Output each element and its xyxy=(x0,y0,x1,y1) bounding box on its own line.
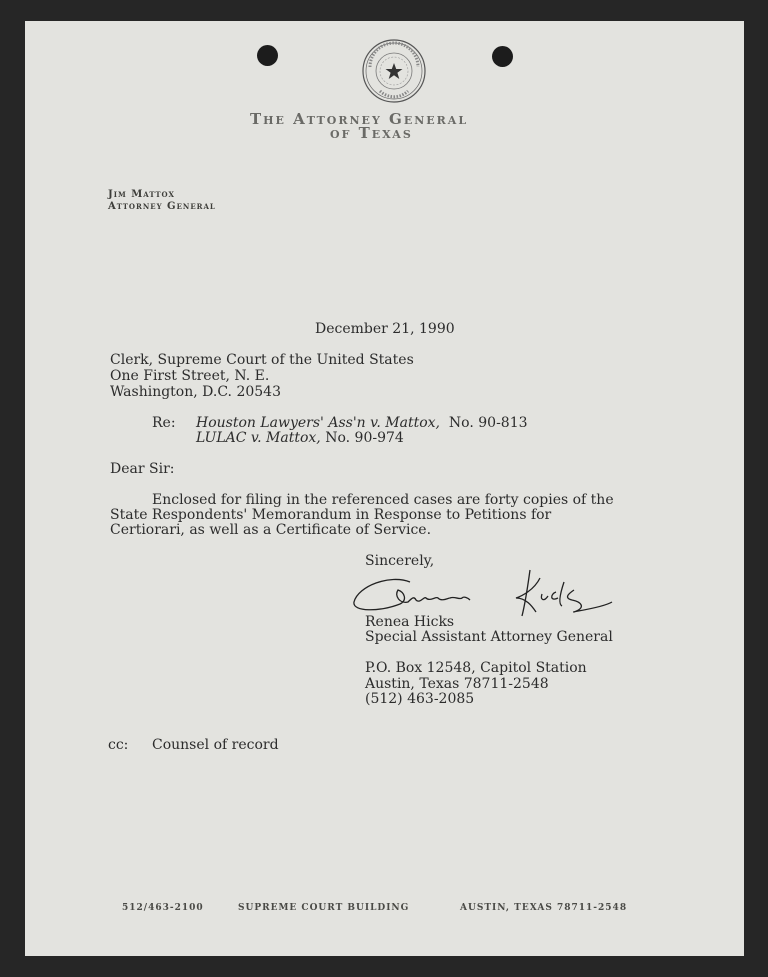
recipient-line-3: Washington, D.C. 20543 xyxy=(110,384,281,400)
signer-address-2: Austin, Texas 78711-2548 xyxy=(365,676,549,692)
signer-address-1: P.O. Box 12548, Capitol Station xyxy=(365,660,587,676)
signer-phone: (512) 463-2085 xyxy=(365,691,475,707)
recipient-line-2: One First Street, N. E. xyxy=(110,368,270,384)
re-number-1: No. 90-813 xyxy=(448,415,528,431)
footer-phone: 512/463-2100 xyxy=(122,903,204,913)
re-number-2: No. 90-974 xyxy=(325,430,404,446)
attorney-general-seal-icon xyxy=(358,39,430,103)
salutation: Dear Sir: xyxy=(110,461,175,477)
body-line-3: Certiorari, as well as a Certificate of Service. xyxy=(110,522,432,538)
body-line-2: State Respondents' Memorandum in Response to Petitions for xyxy=(110,507,552,523)
signer-name: Renea Hicks xyxy=(365,614,455,630)
re-case-1: Houston Lawyers' Ass'n v. Mattox, xyxy=(196,415,441,431)
letterhead-subtitle: of Texas xyxy=(330,124,413,142)
re-label: Re: xyxy=(152,415,176,431)
signer-title: Special Assistant Attorney General xyxy=(365,629,613,645)
signature-icon xyxy=(350,568,620,620)
letter-date: December 21, 1990 xyxy=(315,321,455,337)
sender-name: Jim Mattox xyxy=(108,189,175,200)
body-line-1: Enclosed for filing in the referenced cases are forty copies of the xyxy=(152,492,614,508)
punch-hole-right xyxy=(492,46,513,67)
letter-page xyxy=(25,21,744,956)
punch-hole-left xyxy=(257,45,278,66)
re-case-2: LULAC v. Mattox, xyxy=(196,430,321,446)
cc-value: Counsel of record xyxy=(152,737,279,753)
letterhead-title: The Attorney General xyxy=(250,110,469,128)
footer-building: SUPREME COURT BUILDING xyxy=(238,903,410,913)
closing: Sincerely, xyxy=(365,553,435,569)
sender-title: Attorney General xyxy=(108,201,216,212)
re-line-2 xyxy=(196,430,404,447)
recipient-line-1: Clerk, Supreme Court of the United States xyxy=(110,352,414,368)
cc-label: cc: xyxy=(108,737,129,753)
footer-city: AUSTIN, TEXAS 78711-2548 xyxy=(460,903,628,913)
